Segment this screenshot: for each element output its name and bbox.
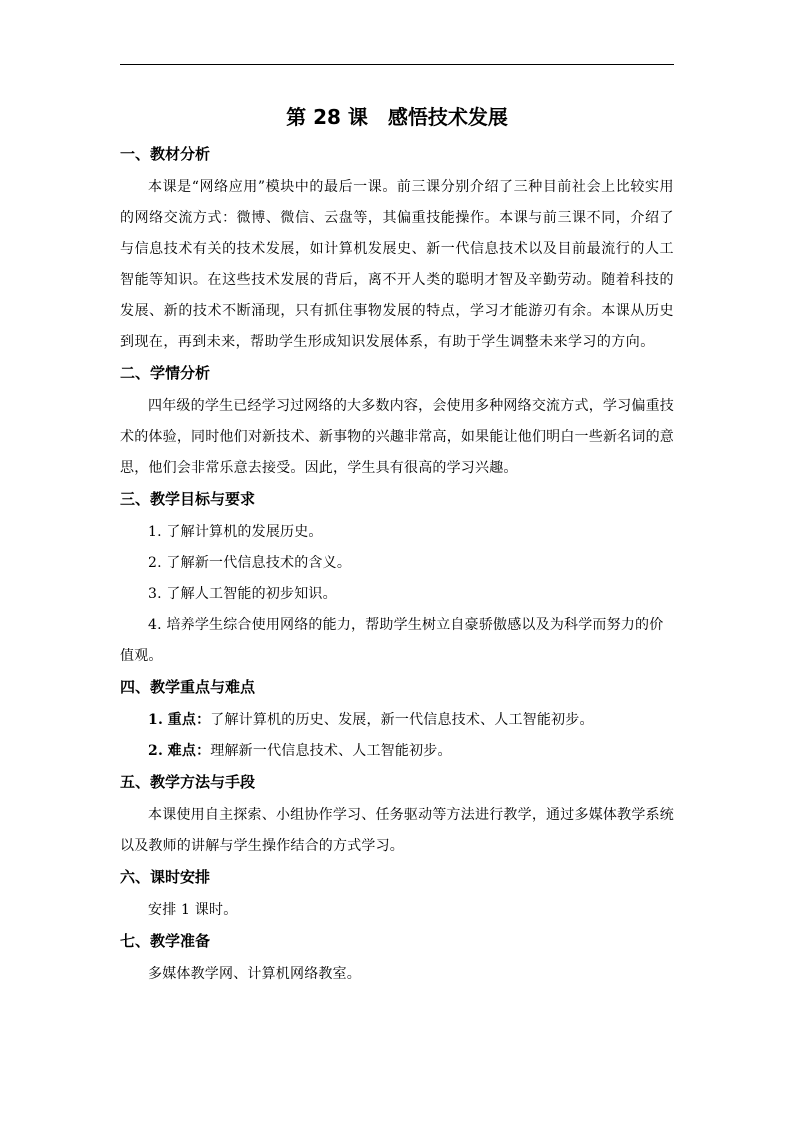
list-item-text: 理解新一代信息技术、人工智能初步。: [210, 743, 452, 759]
list-item-number: 1.: [148, 524, 162, 540]
list-item-text: 了解人工智能的初步知识。: [166, 586, 337, 602]
section-methods: [120, 770, 674, 862]
section-student-analysis: [120, 361, 674, 484]
list-item-label: 难点：: [167, 743, 211, 759]
list-item-text: 培养学生综合使用网络的能力，帮助学生树立自豪骄傲感以及为科学而努力的价值观。: [120, 617, 664, 664]
list-item: [120, 517, 674, 548]
header-rule: [120, 64, 674, 65]
section-schedule: [120, 865, 674, 926]
document-body: [120, 142, 674, 993]
list-item: [120, 548, 674, 579]
paragraph: 多媒体教学网、计算机网络教室。: [148, 966, 361, 982]
paragraph: 本课使用自主探索、小组协作学习、任务驱动等方法进行教学，通过多媒体教学系统以及教师的讲解与学生操作结合的方式学习。: [120, 807, 674, 854]
section-preparation: [120, 929, 674, 990]
section-heading: 一、教材分析: [120, 145, 211, 163]
section-heading: 六、课时安排: [120, 868, 211, 886]
section-heading: 三、教学目标与要求: [120, 490, 256, 508]
section-textbook-analysis: [120, 142, 674, 358]
section-heading: 五、教学方法与手段: [120, 773, 256, 791]
key-points-list: [120, 705, 674, 767]
objectives-list: [120, 517, 674, 672]
paragraph: 四年级的学生已经学习过网络的大多数内容，会使用多种网络交流方式，学习偏重技术的体验，同时他们对新技术、新事物的兴趣非常高，如果能让他们明白一些新名词的意思，他们会非常乐意去接受。因此，学生具有很高的学习兴趣。: [120, 398, 674, 476]
list-item-text: 了解新一代信息技术的含义。: [166, 555, 352, 571]
list-item-label: 重点：: [167, 712, 211, 728]
list-item-number: 1.: [148, 712, 164, 728]
page-title: 第 28 课 感悟技术发展: [286, 105, 508, 129]
list-item-number: 4.: [148, 617, 162, 633]
list-item-text: 了解计算机的历史、发展，新一代信息技术、人工智能初步。: [210, 712, 594, 728]
section-heading: 四、教学重点与难点: [120, 678, 256, 696]
list-item: [120, 736, 674, 767]
section-teaching-objectives: [120, 487, 674, 672]
paragraph: 安排 1 课时。: [148, 902, 238, 918]
list-item: [120, 579, 674, 610]
section-heading: 二、学情分析: [120, 364, 211, 382]
list-item-number: 2.: [148, 555, 162, 571]
list-item: [120, 705, 674, 736]
section-key-points: [120, 675, 674, 767]
list-item-text: 了解计算机的发展历史。: [166, 524, 323, 540]
section-heading: 七、教学准备: [120, 932, 211, 950]
list-item-number: 3.: [148, 586, 162, 602]
paragraph: 本课是“网络应用”模块中的最后一课。前三课分别介绍了三种目前社会上比较实用的网络交流方式：微博、微信、云盘等，其偏重技能操作。本课与前三课不同，介绍了与信息技术有关的技术发展，如计算机发展史、新一代信息技术以及目前最流行的人工智能等知识。在这些技术发展的背后，离不开人类的聪明才智及辛勤劳动。随着科技的发展、新的技术不断涌现，只有抓住事物发展的特点，学习才能游刃有余。本课从历史到现在，再到未来，帮助学生形成知识发展体系，有助于学生调整未来学习的方向。: [120, 179, 674, 350]
list-item: [120, 610, 674, 672]
list-item-number: 2.: [148, 743, 164, 759]
